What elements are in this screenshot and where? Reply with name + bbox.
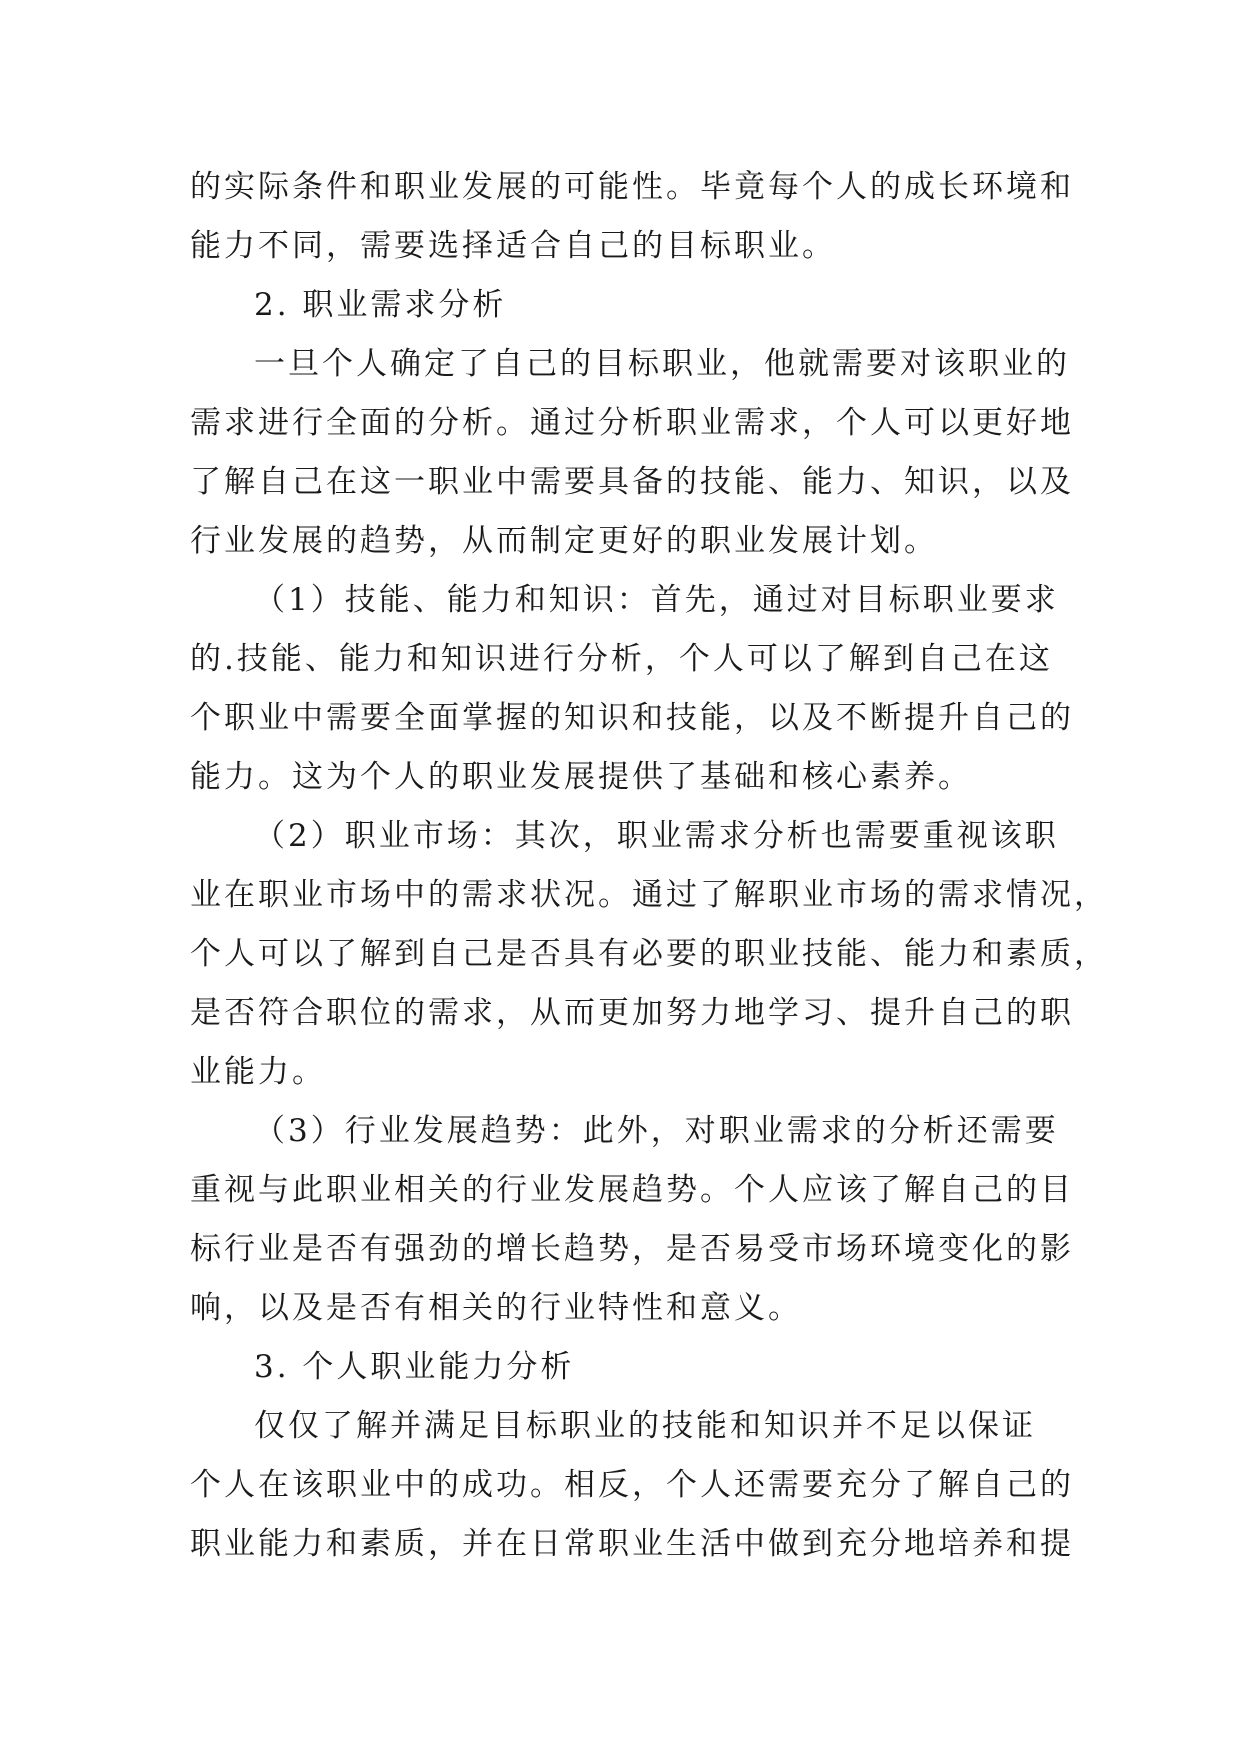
- text-line: 的.技能、能力和知识进行分析，个人可以了解到自己在这: [190, 641, 1053, 677]
- text-line: 能力。这为个人的职业发展提供了基础和核心素养。: [190, 759, 972, 795]
- text-line: 响，以及是否有相关的行业特性和意义。: [190, 1290, 802, 1326]
- section-heading: 2. 职业需求分析: [254, 287, 507, 323]
- text-line: 仅仅了解并满足目标职业的技能和知识并不足以保证: [254, 1408, 1036, 1444]
- document-body: [190, 158, 1108, 1574]
- section-heading: 3. 个人职业能力分析: [254, 1349, 575, 1385]
- text-line: 能力不同，需要选择适合自己的目标职业。: [190, 228, 836, 264]
- text-line: 标行业是否有强劲的增长趋势，是否易受市场环境变化的影: [190, 1231, 1074, 1267]
- text-line: 个职业中需要全面掌握的知识和技能，以及不断提升自己的: [190, 700, 1074, 736]
- text-line: 需求进行全面的分析。通过分析职业需求，个人可以更好地: [190, 405, 1074, 441]
- text-line: 职业能力和素质，并在日常职业生活中做到充分地培养和提: [190, 1526, 1074, 1562]
- text-line: 重视与此职业相关的行业发展趋势。个人应该了解自己的目: [190, 1172, 1074, 1208]
- text-line: 个人在该职业中的成功。相反，个人还需要充分了解自己的: [190, 1467, 1074, 1503]
- text-line: 个人可以了解到自己是否具有必要的职业技能、能力和素质，: [190, 936, 1108, 972]
- text-line: 行业发展的趋势，从而制定更好的职业发展计划。: [190, 523, 938, 559]
- text-line: 业能力。: [190, 1054, 326, 1090]
- list-item-heading: （2）职业市场：其次，职业需求分析也需要重视该职: [254, 818, 1059, 854]
- list-item-heading: （1）技能、能力和知识：首先，通过对目标职业要求: [254, 582, 1059, 618]
- list-item-heading: （3）行业发展趋势：此外，对职业需求的分析还需要: [254, 1113, 1059, 1149]
- text-line: 的实际条件和职业发展的可能性。毕竟每个人的成长环境和: [190, 169, 1074, 205]
- text-line: 一旦个人确定了自己的目标职业，他就需要对该职业的: [254, 346, 1070, 382]
- text-line: 业在职业市场中的需求状况。通过了解职业市场的需求情况，: [190, 877, 1108, 913]
- text-line: 是否符合职位的需求，从而更加努力地学习、提升自己的职: [190, 995, 1074, 1031]
- text-line: 了解自己在这一职业中需要具备的技能、能力、知识，以及: [190, 464, 1074, 500]
